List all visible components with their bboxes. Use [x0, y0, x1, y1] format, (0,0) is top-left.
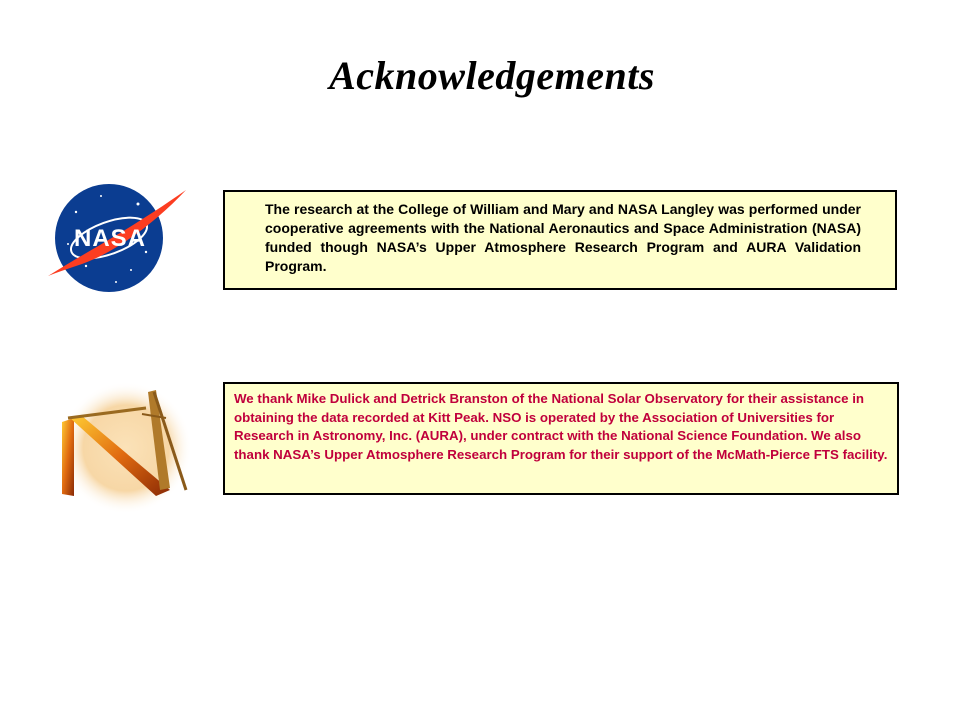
slide-title: Acknowledgements [329, 53, 655, 98]
acknowledgement-box-nasa [223, 190, 897, 290]
acknowledgement-text-nso: We thank Mike Dulick and Detrick Branston of the National Solar Observatory for their assistance in obtaining the data recorded at Kitt Peak. NSO is operated by the Association of Universities for Research in Astronomy, Inc. (AURA), under contract with the National Science Foundation. We also thank NASA’s Upper Atmosphere Research Program for their support of the McMath-Pierce FTS facility. [234, 391, 888, 462]
svg-text:NASA: NASA [73, 225, 147, 252]
nasa-logo-icon [46, 182, 192, 294]
nso-logo-icon [44, 378, 204, 516]
acknowledgement-box-nso [223, 382, 899, 495]
acknowledgement-text-nasa: The research at the College of William and Mary and NASA Langley was performed under cooperative agreements with the National Aeronautics and Space Administration (NASA) funded though NASA’s Upper Atmosphere Research Program and AURA Validation Program. [265, 201, 861, 274]
